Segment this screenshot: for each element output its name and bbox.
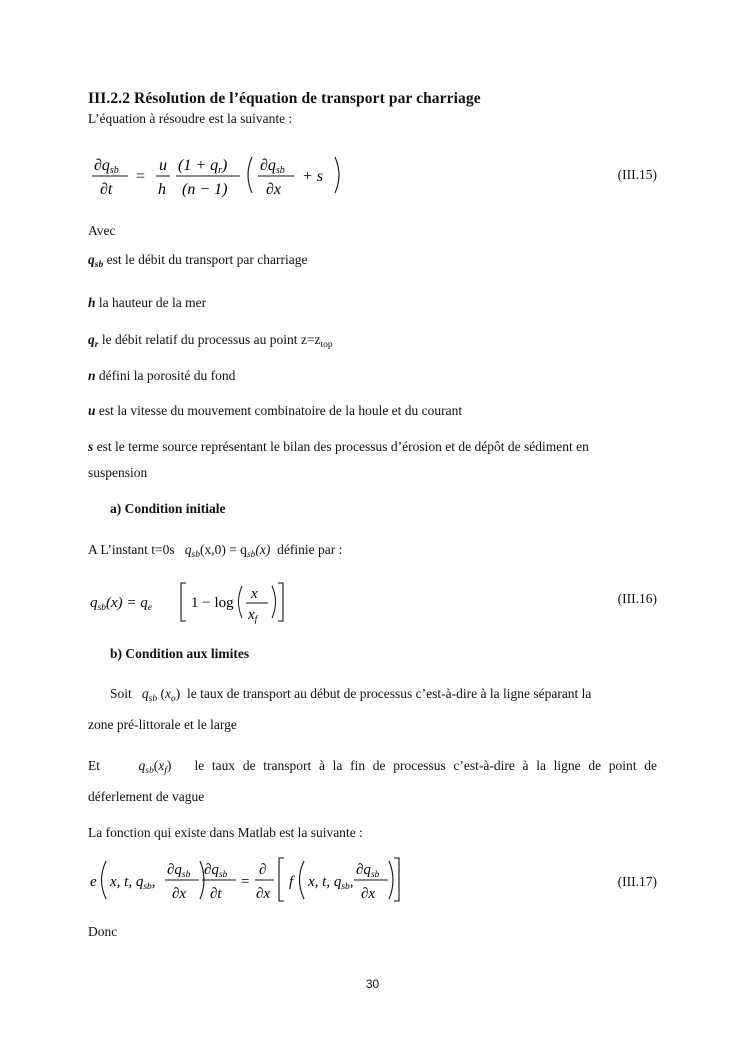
eq15-u: u [159,157,167,174]
donc-label: Donc [88,924,118,939]
def-n: n défini la porosité du fond [88,368,236,383]
def-s: s est le terme source représentant le bilan des processus d’érosion et de dépôt de sédiment en [88,439,589,454]
eq17-e: e [90,874,97,890]
eq17-dt: ∂t [210,886,222,902]
eq17-dq2: $\partial q_{sb}$ [204,862,228,880]
section-heading: III.2.2 Résolution de l’équation de transport par charriage [88,90,481,107]
eq16-one-minus-log: 1 − log [191,595,234,611]
section-a-title: a) Condition initiale [110,501,226,516]
eq17-args1: x, t, $q_{sb}$, [110,874,156,892]
eq15-den2: (n − 1) [182,181,228,198]
def-qsb: $q_{sb}$ est le débit du transport par charriage [88,252,308,270]
eq17-dx3: ∂x [361,886,376,902]
eq17-dx1: ∂x [172,886,187,902]
eq16-frac-den: $x_f$ [248,607,258,625]
eq15-inner-num: ∂qsb [260,157,285,176]
eq17-f: f [289,874,294,890]
et-line: Et $q_{sb}(x_f)$ le taux de transport à la fin de processus c’est-à-dire à la ligne de point de [88,758,658,776]
eq15-lhs-num: ∂qsb [94,157,119,176]
eq17-d: ∂ [259,862,267,878]
soit-line: Soit $q_{sb}$ $(x_o)$ le taux de transport au début de processus c’est-à-dire à la ligne séparant la [110,686,592,704]
avec-label: Avec [88,223,116,238]
eq15-lhs-den: ∂t [100,181,113,198]
eq16-lhs: $q_{sb}(x) = q_e$ [90,595,152,613]
eq17-equals: = [241,874,250,890]
intro-text: L’équation à résoudre est la suivante : [88,111,293,126]
eq17-args2: x, t, $q_{sb}$, [308,874,354,892]
eq16-number: (III.16) [617,591,657,606]
equation-iii-16 [88,578,298,626]
matlab-text: La fonction qui existe dans Matlab est la suivante : [88,825,363,840]
eq15-number: (III.15) [617,167,657,182]
eq17-dq1: $\partial q_{sb}$ [167,862,191,880]
initial-condition-line: A L’instant t=0s $q_{sb}(x,0) = q_{sb}(x)$ définie par : [88,542,343,560]
eq15-equals: = [136,168,146,185]
eq15-plus-s: + s [302,168,324,185]
soit-line2: zone pré-littorale et le large [88,717,237,732]
equation-iii-17 [88,855,408,905]
def-h: h la hauteur de la mer [88,295,207,310]
eq15-h: h [158,181,166,198]
eq17-number: (III.17) [617,874,657,889]
def-u: u est la vitesse du mouvement combinatoire de la houle et du courant [88,403,463,418]
page-number: 30 [365,977,380,991]
equation-iii-15 [88,150,368,200]
eq17-dq3: $\partial q_{sb}$ [356,862,380,880]
et-line2: déferlement de vague [88,789,205,804]
eq15-num2: (1 + qr) [178,157,228,176]
section-b-title: b) Condition aux limites [110,646,250,661]
def-qr: $q_r$ le débit relatif du processus au point $z=z_{top}$ [88,332,333,350]
eq15-inner-den: ∂x [266,181,282,198]
eq16-frac-num: x [251,586,258,602]
def-s-line2: suspension [88,465,148,480]
eq17-dx2: ∂x [256,886,271,902]
